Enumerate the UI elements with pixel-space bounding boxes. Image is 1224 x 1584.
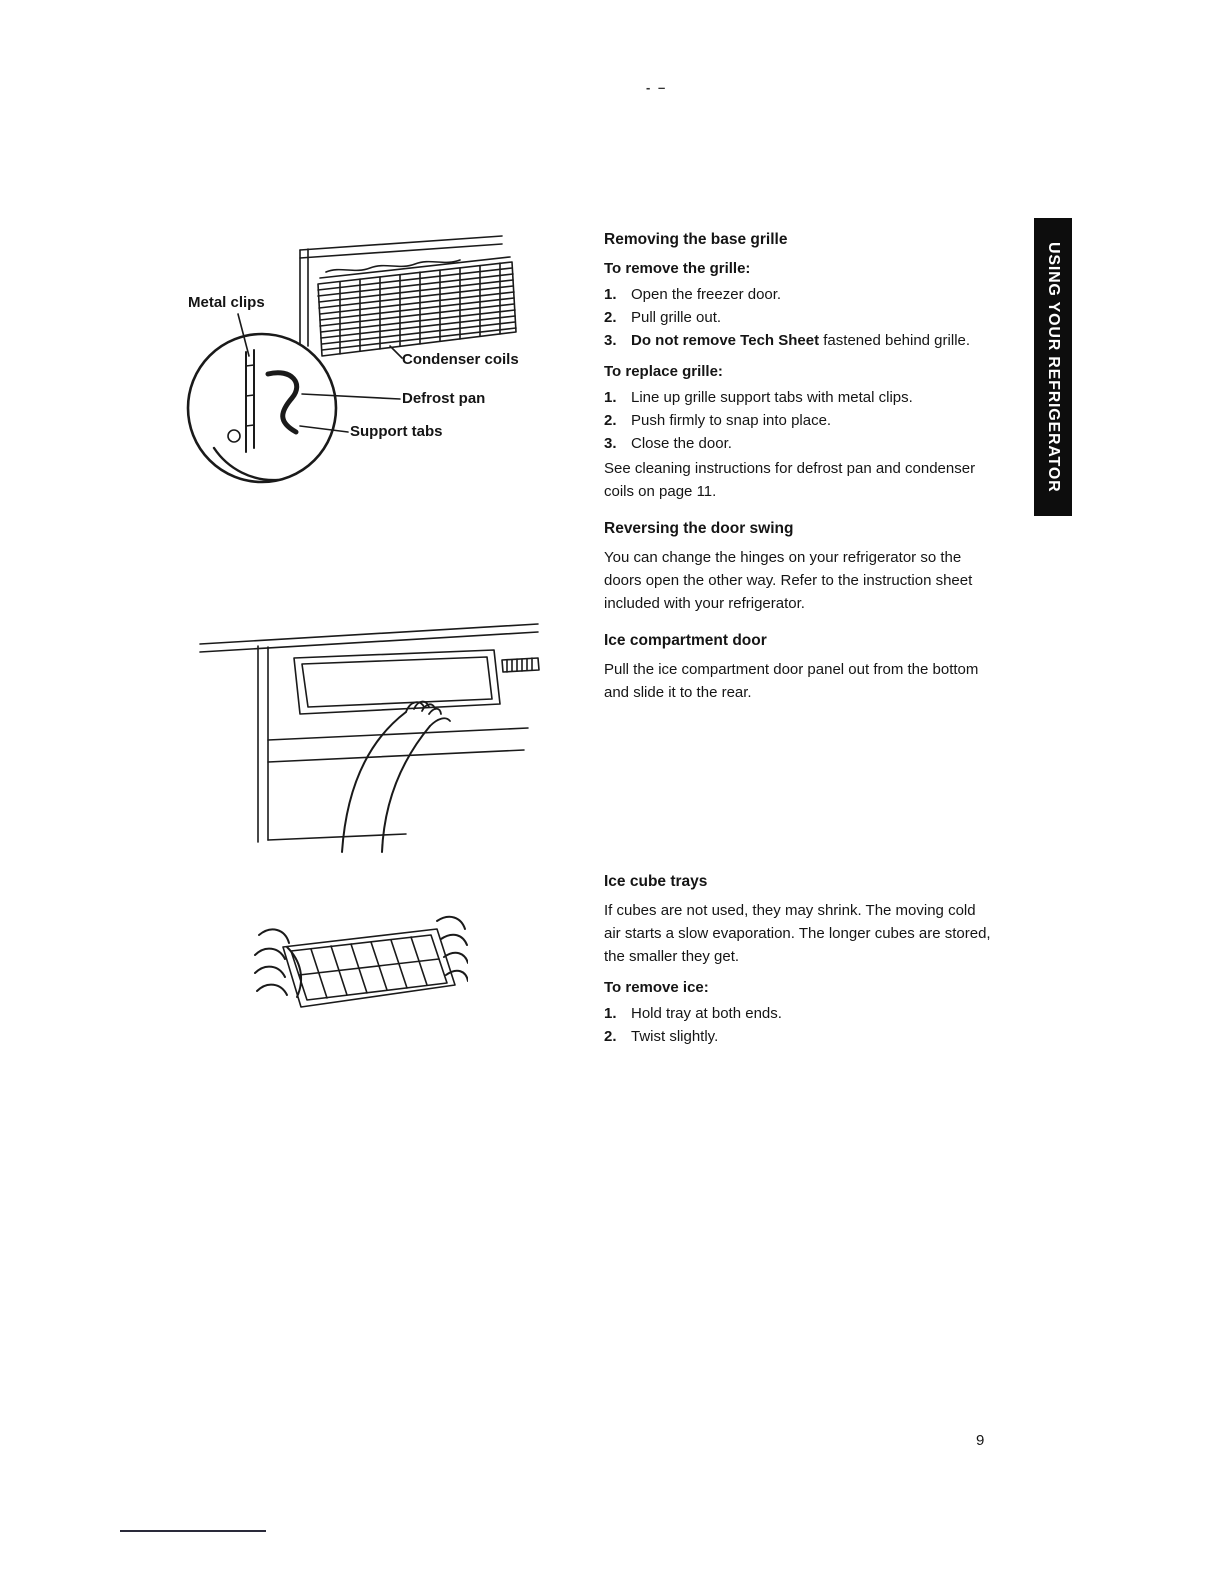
ice-trays-text-column [604, 870, 996, 1048]
door-swing-body: You can change the hinges on your refrigerator so the doors open the other way. Refer to the instruction sheet included with your refrigerator. [604, 549, 973, 612]
step-text [631, 329, 970, 352]
list-item [604, 386, 996, 409]
list-item [604, 409, 996, 432]
step-number: 3. [604, 332, 617, 349]
step-text [631, 386, 913, 409]
step-text-rest: Pull grille out. [631, 309, 722, 326]
step-text [631, 306, 721, 329]
step-text [631, 1025, 718, 1048]
label-defrost-pan: Defrost pan [402, 390, 486, 407]
scan-mark: - – [646, 80, 668, 95]
step-text-rest: Open the freezer door. [631, 286, 782, 303]
section-heading-removing-base-grille: Removing the base grille [604, 231, 788, 248]
page-number: 9 [976, 1432, 985, 1449]
list-item [604, 432, 996, 455]
ice-tray-drawing-icon [253, 883, 468, 1053]
step-number: 1. [604, 389, 617, 406]
step-text-rest: fastened behind grille. [819, 332, 971, 349]
list-item [604, 1025, 996, 1048]
ice-door-drawing-icon [196, 608, 541, 853]
label-metal-clips: Metal clips [188, 294, 265, 311]
step-text-rest: Close the door. [631, 435, 732, 452]
ice-door-body: Pull the ice compartment door panel out from the bottom and slide it to the rear. [604, 661, 979, 701]
subheading-to-replace-grille: To replace grille: [604, 363, 723, 380]
section-heading-ice-compartment-door: Ice compartment door [604, 632, 767, 649]
footer-line [120, 1530, 266, 1532]
step-text-rest: Hold tray at both ends. [631, 1005, 782, 1022]
subheading-to-remove-ice: To remove ice: [604, 979, 709, 996]
section-heading-ice-cube-trays: Ice cube trays [604, 873, 708, 890]
label-support-tabs: Support tabs [350, 423, 443, 440]
list-item [604, 283, 996, 306]
step-text [631, 1002, 782, 1025]
list-item [604, 329, 996, 352]
step-text [631, 283, 781, 306]
list-item [604, 306, 996, 329]
ice-cube-tray-illustration [253, 883, 468, 1053]
step-text-rest: Twist slightly. [631, 1028, 719, 1045]
list-item [604, 1002, 996, 1025]
step-text-bold: Do not remove Tech Sheet [631, 332, 820, 349]
step-number: 1. [604, 286, 617, 303]
main-text-column [604, 228, 996, 704]
step-number: 2. [604, 309, 617, 326]
step-text-rest: Push firmly to snap into place. [631, 412, 832, 429]
ice-compartment-door-illustration [196, 608, 541, 853]
chapter-banner: USING YOUR REFRIGERATOR [1034, 218, 1072, 516]
section-heading-reversing-door-swing: Reversing the door swing [604, 520, 794, 537]
step-text [631, 409, 831, 432]
step-number: 1. [604, 1005, 617, 1022]
step-text-rest: Line up grille support tabs with metal clips. [631, 389, 913, 406]
grille-cleaning-note: See cleaning instructions for defrost pan and condenser coils on page 11. [604, 460, 976, 500]
step-number: 2. [604, 1028, 617, 1045]
ice-trays-body: If cubes are not used, they may shrink. The moving cold air starts a slow evaporation. The longer cubes are stored, the smaller they get. [604, 902, 991, 965]
step-number: 2. [604, 412, 617, 429]
step-number: 3. [604, 435, 617, 452]
step-text [631, 432, 732, 455]
subheading-to-remove-grille: To remove the grille: [604, 260, 751, 277]
label-condenser-coils: Condenser coils [402, 351, 519, 368]
